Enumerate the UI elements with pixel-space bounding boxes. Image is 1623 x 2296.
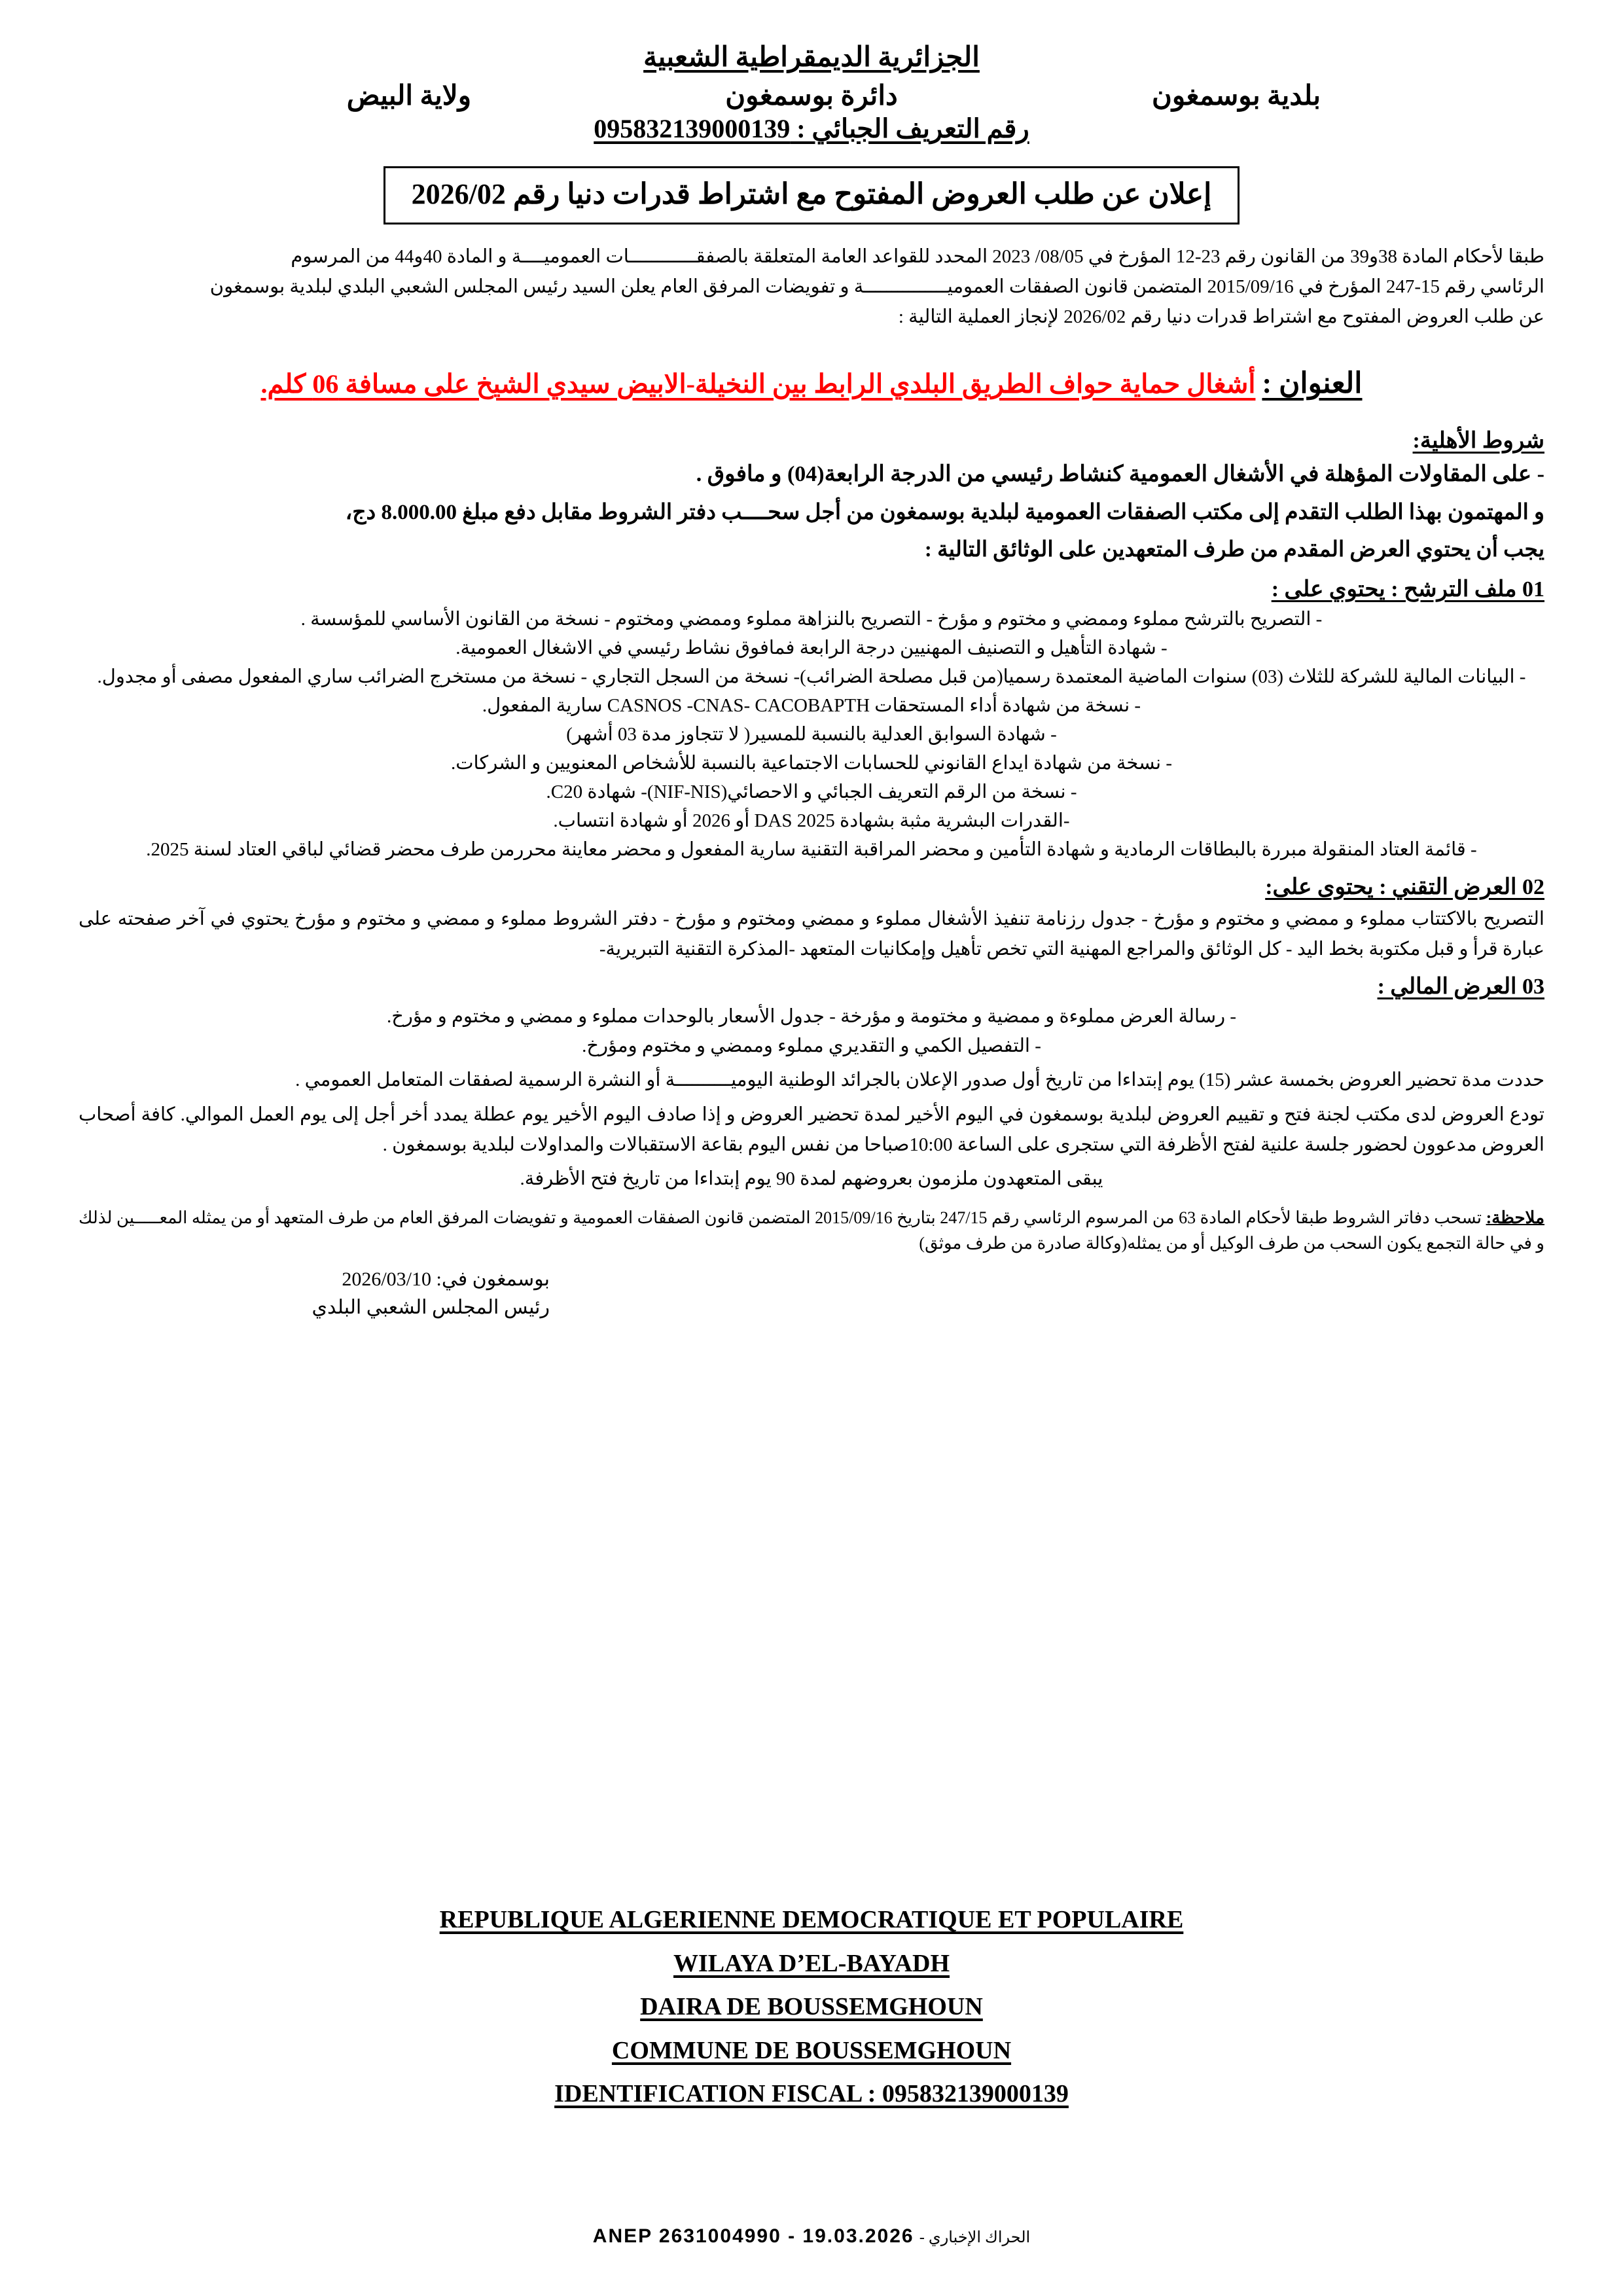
section-2-heading: 02 العرض التقني : يحتوى على: <box>1265 874 1544 899</box>
section-1-document-list <box>79 605 1544 865</box>
section-1-heading: 01 ملف الترشح : يحتوي على : <box>1271 577 1544 601</box>
french-line-wilaya: WILAYA D’EL-BAYADH <box>673 1949 950 1977</box>
validity-paragraph: يبقى المتعهدون ملزمون بعروضهم لمدة 90 يوم إبتداءا من تاريخ فتح الأظرفة. <box>520 1168 1103 1190</box>
wilaya-label: ولاية البيض <box>346 81 471 111</box>
eligibility-line-2: و المهتمون بهذا الطلب التقدم إلى مكتب الصفقات العمومية لبلدية بوسمغون من أجل سحــــب دفتر الشروط مقابل دفع مبلغ 8.000.00 دج، <box>345 500 1544 524</box>
remark-label: ملاحظة: <box>1486 1208 1545 1227</box>
submission-paragraph: تودع العروض لدى مكتب لجنة فتح و تقييم العروض لبلدية بوسمغون في اليوم الأخير لمدة تحضير العروض و إذا صادف اليوم الأخير يوم عطلة يمدد أخر أجل إلى يوم العمل الموالي. كافة أصحاب العروض مدعوون لحضور جلسة علنية لفتح الأظرفة التي ستجرى على الساعة 10:00صباحا من نفس اليوم بقاعة الاستقبالات والمداولات لبلدية بوسمغون . <box>79 1103 1544 1155</box>
remark-text: تسحب دفاتر الشروط طبقا لأحكام المادة 63 من المرسوم الرئاسي رقم 247/15 بتاريخ 2015/09/16 المتضمن قانون الصفقات العمومية و تفويضات المرفق العام من طرف المتعهد أو من يمثله المعـــــين لذلك و في حالة التجمع يكون السحب من طرف الوكيل أو من يمثله(وكالة صادرة من طرف موثق) <box>79 1208 1544 1253</box>
anep-footer-arabic: الحراك الإخباري - <box>919 2229 1031 2246</box>
project-object-line <box>79 367 1544 400</box>
signature-block <box>79 1265 1544 1322</box>
fiscal-identification-text: رقم التعريف الجبائي : 095832139000139 <box>594 113 1029 143</box>
signature-place-date: بوسمغون في: 2026/03/10 <box>342 1268 550 1290</box>
list-item: -القدرات البشرية مثبة بشهادة DAS 2025 أو 2026 أو شهادة انتساب. <box>553 810 1070 832</box>
french-line-republic: REPUBLIQUE ALGERIENNE DEMOCRATIQUE ET POPULAIRE <box>439 1906 1184 1933</box>
remark-paragraph <box>79 1205 1544 1256</box>
daira-label: دائرة بوسمغون <box>725 81 898 111</box>
eligibility-line-1: - على المقاولات المؤهلة في الأشغال العمومية كنشاط رئيسي من الدرجة الرابعة(04) و مافوق . <box>696 461 1544 486</box>
tender-title-box: إعلان عن طلب العروض المفتوح مع اشتراط قدرات دنيا رقم 2026/02 <box>383 166 1240 224</box>
list-item: - نسخة من شهادة أداء المستحقات CASNOS -CNAS- CACOBAPTH سارية المفعول. <box>482 695 1141 717</box>
republic-heading-text: الجزائرية الديمقراطية الشعبية <box>643 43 980 73</box>
french-line-daira: DAIRA DE BOUSSEMGHOUN <box>640 1993 983 2020</box>
legal-basis-paragraph <box>79 242 1544 332</box>
section-3-list <box>79 1002 1544 1061</box>
french-line-commune: COMMUNE DE BOUSSEMGHOUN <box>611 2036 1012 2064</box>
section-2-body: التصريح بالاكتتاب مملوء و ممضي و مختوم و مؤرخ - جدول رزنامة تنفيذ الأشغال مملوء و ممضي ومختوم و مؤرخ - دفتر الشروط مملوء و ممضي و مختوم و مؤرخ يحتوي في آخر صفحته على عبارة قرأ و قبل مكتوبة بخط اليد - كل الوثائق والمراجع المهنية التي تخص تأهيل وإمكانيات المتعهد -المذكرة التقنية التبريرية- <box>79 908 1544 960</box>
eligibility-line-3: يجب أن يحتوي العرض المقدم من طرف المتعهدين على الوثائق التالية : <box>924 537 1544 562</box>
legal-basis-line-2: الرئاسي رقم 15-247 المؤرخ في 2015/09/16 المتضمن قانون الصفقات العموميـــــــــــــــة و تفويضات المرفق العام يعلن السيد رئيس المجلس الشعبي البلدي لبلدية بوسمغون <box>209 276 1544 298</box>
eligibility-heading: شروط الأهلية: <box>1412 428 1544 453</box>
legal-basis-line-3: عن طلب العروض المفتوح مع اشتراط قدرات دنيا رقم 2026/02 لإنجاز العملية التالية : <box>898 306 1544 328</box>
section-3-heading: 03 العرض المالي : <box>1377 975 1544 999</box>
commune-label: بلدية بوسمغون <box>1152 81 1321 111</box>
list-item: - شهادة السوابق العدلية بالنسبة للمسير( لا تتجاوز مدة 03 أشهر) <box>566 724 1057 745</box>
french-line-fiscal: IDENTIFICATION FISCAL : 095832139000139 <box>554 2080 1069 2108</box>
list-item: - نسخة من شهادة ايداع القانوني للحسابات الاجتماعية بالنسبة للأشخاص المعنويين و الشركات. <box>451 753 1172 774</box>
administrative-header-row <box>79 79 1544 112</box>
french-header-block <box>0 1898 1623 2116</box>
list-item: - نسخة من الرقم التعريف الجبائي و الاحصائي(NIF-NIS)- شهادة C20. <box>546 781 1077 803</box>
list-item: - شهادة التأهيل و التصنيف المهنيين درجة الرابعة فمافوق نشاط رئيسي في الاشغال العمومية. <box>455 637 1168 658</box>
list-item: - رسالة العرض مملوءة و ممضية و مختومة و مؤرخة - جدول الأسعار بالوحدات مملوء و ممضي و مختوم و مؤرخ. <box>386 1006 1237 1028</box>
project-object-value: أشغال حماية حواف الطريق البلدي الرابط بين النخيلة-الابيض سيدي الشيخ على مسافة 06 كلم. <box>260 368 1256 399</box>
title-box-container <box>79 166 1544 224</box>
signature-title: رئيس المجلس الشعبي البلدي <box>312 1297 550 1319</box>
project-object-label: العنوان : <box>1262 367 1363 399</box>
republic-heading <box>79 39 1544 77</box>
list-item: - قائمة العتاد المنقولة مبررة بالبطاقات الرمادية و شهادة التأمين و محضر المراقبة التقنية سارية المفعول و محضر معاينة محررمن طرف محضر قضائي لباقي العتاد لسنة 2025. <box>146 839 1477 861</box>
fiscal-identification <box>79 113 1544 144</box>
anep-footer-code: ANEP 2631004990 - 19.03.2026 <box>592 2225 914 2247</box>
anep-footer <box>0 2225 1623 2248</box>
list-item: - البيانات المالية للشركة للثلاث (03) سنوات الماضية المعتمدة رسميا(من قبل مصلحة الضرائب)- نسخة من السجل التجاري - نسخة من مستخرج الضرائب ساري المفعول مصفى أو مجدول. <box>97 666 1526 687</box>
preparation-period-paragraph: حددت مدة تحضير العروض بخمسة عشر (15) يوم إبتداءا من تاريخ أول صدور الإعلان بالجرائد الوطنية اليوميــــــــــة أو النشرة الرسمية لصفقات المتعامل العمومي . <box>295 1069 1544 1091</box>
list-item: - التصريح بالترشح مملوء وممضي و مختوم و مؤرخ - التصريح بالنزاهة مملوء وممضي ومختوم - نسخة من القانون الأساسي للمؤسسة . <box>300 608 1323 630</box>
list-item: - التفصيل الكمي و التقديري مملوء وممضي و مختوم ومؤرخ. <box>582 1035 1041 1057</box>
legal-basis-line-1: طبقا لأحكام المادة 38و39 من القانون رقم 23-12 المؤرخ في 08/05/ 2023 المحدد للقواعد العامة المتعلقة بالصفقــــــــــــات العموميــــة و المادة 40و44 من المرسوم <box>291 245 1544 267</box>
